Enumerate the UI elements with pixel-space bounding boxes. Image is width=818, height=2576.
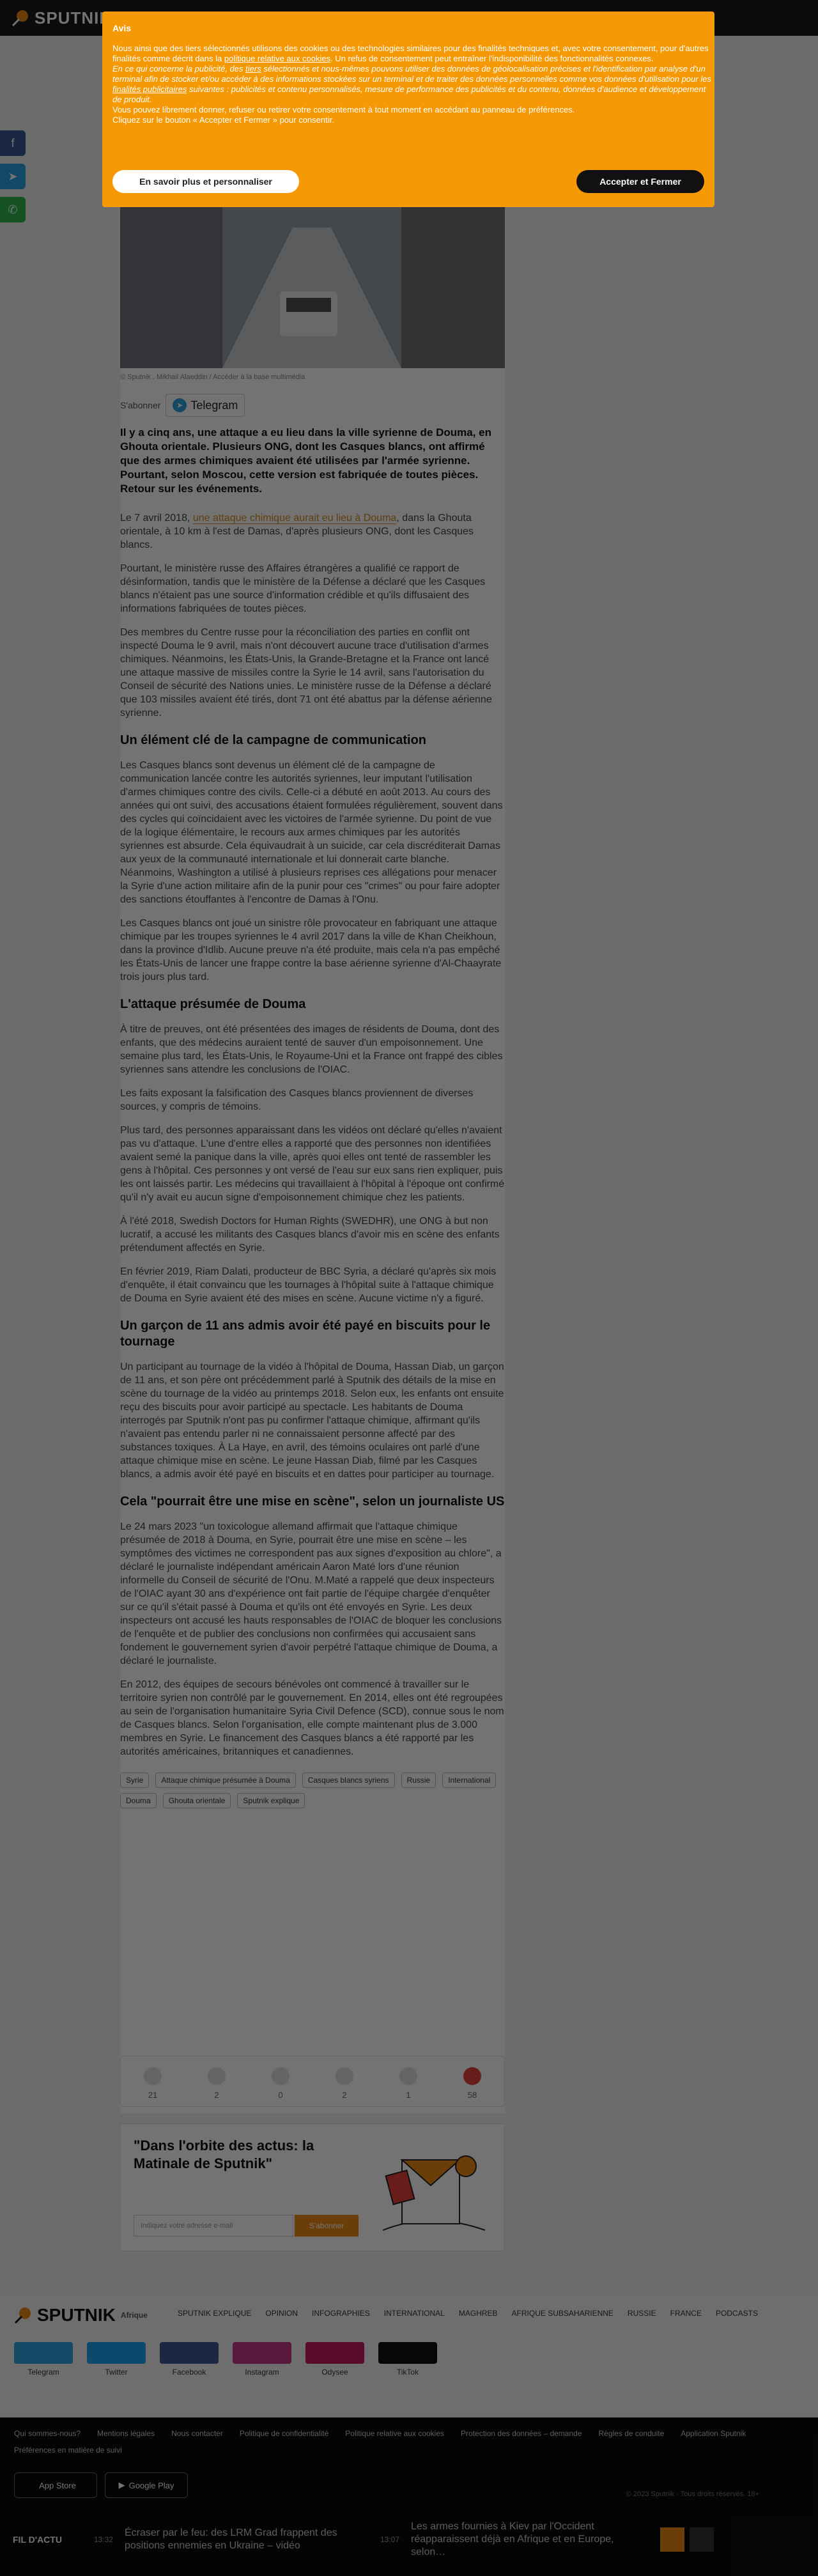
consent-title: Avis [112, 23, 132, 33]
cookie-policy-link[interactable]: politique relative aux cookies [224, 54, 331, 63]
ad-purposes-link[interactable]: finalités publicitaires [112, 84, 187, 94]
third-parties-link[interactable]: tiers [245, 64, 261, 74]
learn-more-customize-button[interactable]: En savoir plus et personnaliser [112, 170, 299, 193]
accept-close-button[interactable]: Accepter et Fermer [576, 170, 704, 193]
cookie-consent-dialog [102, 12, 714, 207]
consent-text: Nous ainsi que des tiers sélectionnés utilisons des cookies ou des technologies similaires pour des finalités techniques et, avec votre consentement, pour d'autres finalités comme décrit dans la politique relative aux cookies. Un refus de consentement peut entraîner l'indisponibilité des fonctionnalités connexes. En ce qui concerne la publicité, des tiers sélectionnés et nous-mêmes pouvons utiliser des données de géolocalisation précises et l'identification par analyse d'un terminal afin de stocker et/ou accéder à des informations stockées sur un terminal et de traiter des données personnelles comme vos données d'utilisation pour les finalités publicitaires suivantes : publicités et contenu personnalisés, mesure de performance des publicités et du contenu, données d'audience et développement de produit. Vous pouvez librement donner, refuser ou retirer votre consentement à tout moment en accédant au panneau de préférences. Cliquez sur le bouton « Accepter et Fermer » pour consentir. [112, 43, 711, 125]
